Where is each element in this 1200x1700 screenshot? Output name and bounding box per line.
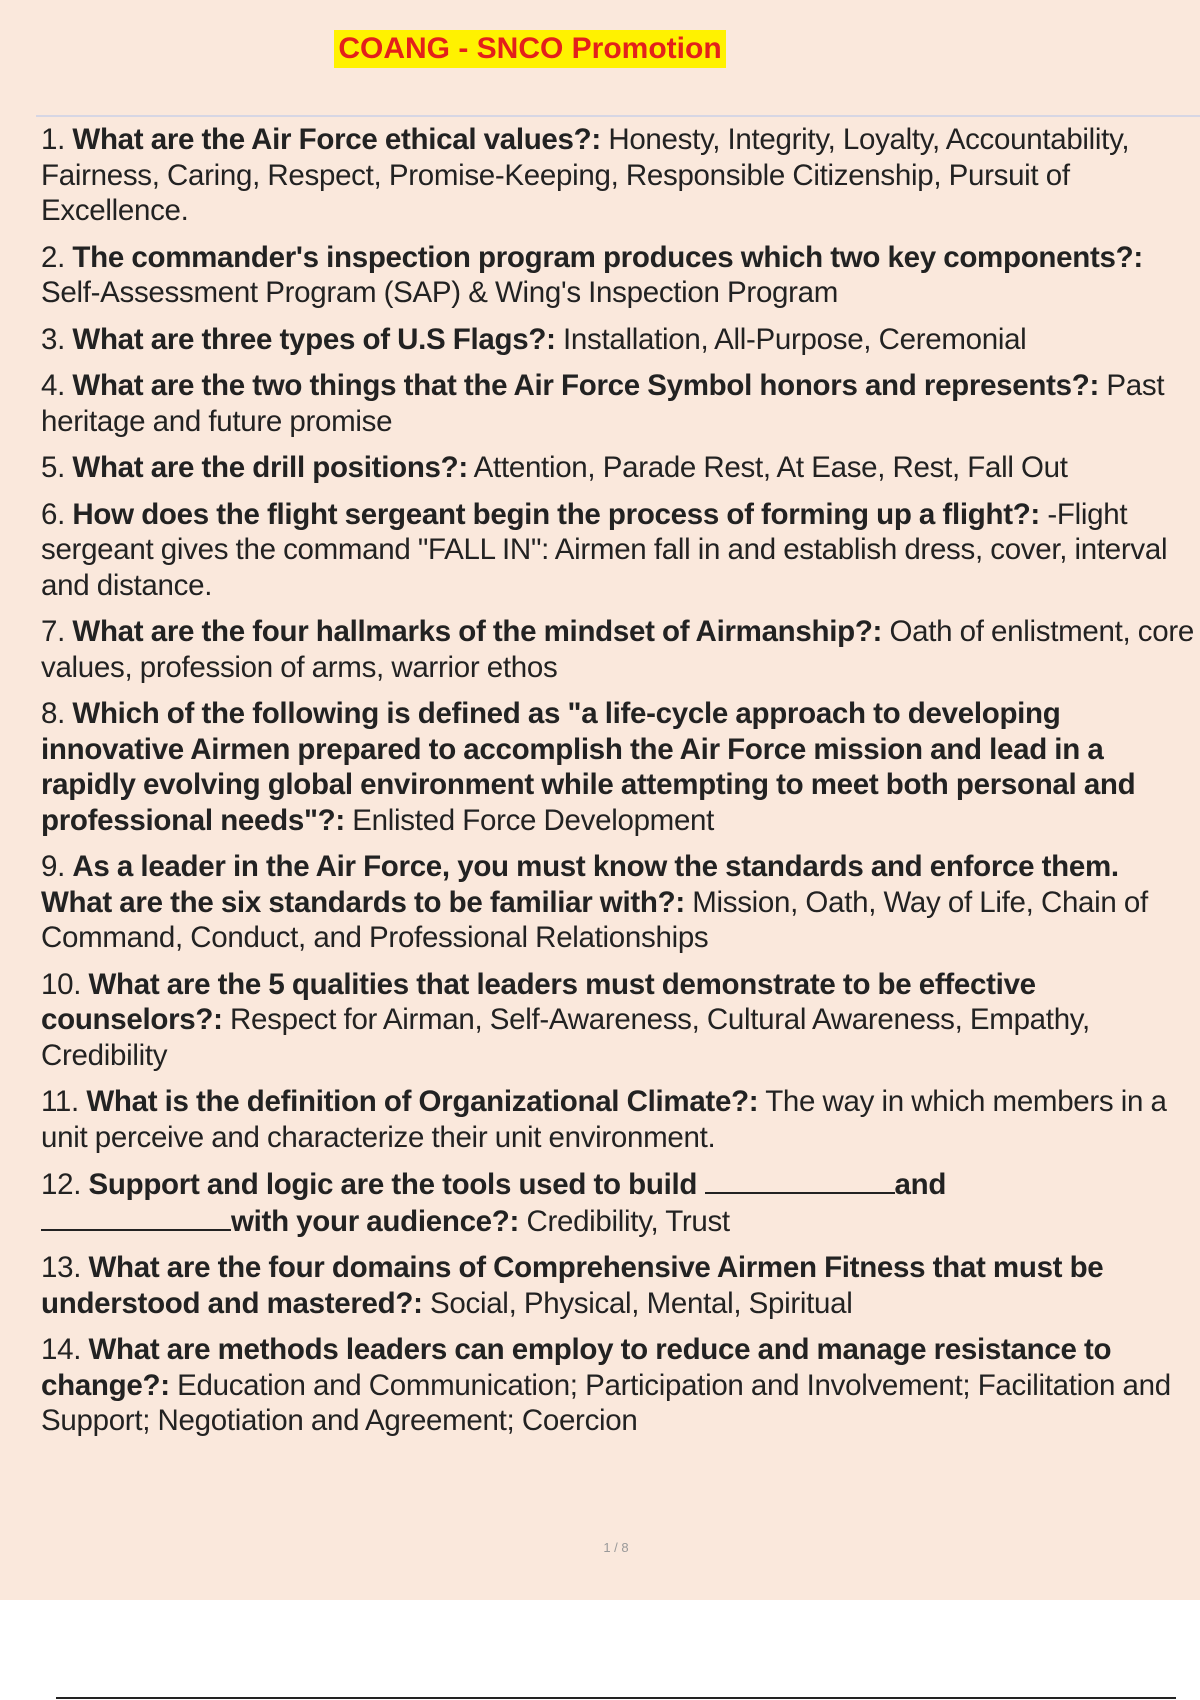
answer: Self-Assessment Program (SAP) & Wing's Inspection Program	[41, 276, 839, 309]
qa-item-1	[41, 122, 1195, 229]
question: What are three types of U.S Flags?:	[72, 322, 556, 356]
qa-item-13	[41, 1250, 1195, 1321]
item-number: 2.	[41, 240, 66, 274]
qa-list	[41, 122, 1195, 1450]
qa-item-7	[41, 614, 1195, 685]
question: What is the definition of Organizational Climate?:	[86, 1085, 759, 1118]
answer: Social, Physical, Mental, Spiritual	[430, 1286, 853, 1320]
qa-item-9	[41, 849, 1195, 956]
qa-item-12	[41, 1166, 1195, 1239]
qa-item-14	[41, 1332, 1195, 1439]
question-part-a: Support and logic are the tools used to build	[88, 1168, 698, 1201]
item-number: 13.	[41, 1251, 82, 1284]
answer: Respect for Airman, Self-Awareness, Cultural Awareness, Empathy, Credibility	[41, 1003, 1090, 1072]
item-number: 7.	[41, 615, 66, 648]
qa-item-3	[41, 322, 1195, 358]
question: As a leader in the Air Force, you must know the standards and enforce them. What are the six standards to be familiar with?:	[41, 850, 1119, 919]
item-number: 5.	[41, 451, 66, 484]
answer: Oath of enlistment, core values, profession of arms, warrior ethos	[41, 615, 1194, 684]
answer: Credibility, Trust	[526, 1204, 730, 1238]
question: What are the four domains of Comprehensive Airmen Fitness that must be understood and mastered?:	[41, 1251, 1104, 1320]
item-number: 9.	[41, 850, 66, 883]
title-area	[0, 30, 1200, 68]
document-title: COANG - SNCO Promotion	[334, 30, 725, 68]
answer: -Flight sergeant gives the command "FALL IN": Airmen fall in and establish dress, cover, interval and distance.	[41, 497, 1168, 602]
item-number: 12.	[41, 1168, 82, 1201]
item-number: 10.	[41, 967, 82, 1001]
question: What are the four hallmarks of the mindset of Airmanship?:	[72, 615, 883, 648]
answer: Honesty, Integrity, Loyalty, Accountability, Fairness, Caring, Respect, Promise-Keeping, Responsible Citizenship, Pursuit of Excellence.	[41, 123, 1130, 227]
qa-item-5	[41, 450, 1195, 486]
item-number: 14.	[41, 1333, 82, 1366]
item-number: 4.	[41, 369, 66, 402]
answer: Enlisted Force Development	[352, 803, 715, 837]
question: The commander's inspection program produces which two key components?:	[72, 240, 1143, 274]
fill-in-blank	[705, 1166, 895, 1194]
answer: Installation, All-Purpose, Ceremonial	[563, 322, 1027, 356]
qa-item-11	[41, 1084, 1195, 1155]
question: What are the 5 qualities that leaders must demonstrate to be effective counselors?:	[41, 967, 1036, 1036]
fill-in-blank	[41, 1203, 231, 1231]
qa-item-2	[41, 240, 1195, 311]
item-number: 3.	[41, 322, 66, 356]
answer: Attention, Parade Rest, At Ease, Rest, Fall Out	[473, 451, 1068, 484]
qa-item-4	[41, 368, 1195, 439]
question: Which of the following is defined as "a life-cycle approach to developing innovative Airmen prepared to accomplish the Air Force mission and lead in a rapidly evolving global environment while attempting to meet both personal and professional needs"?:	[41, 697, 1136, 837]
question: What are the two things that the Air Force Symbol honors and represents?:	[72, 369, 1099, 402]
answer: The way in which members in a unit perceive and characterize their unit environment.	[41, 1085, 1167, 1154]
question: What are the Air Force ethical values?:	[72, 123, 601, 156]
qa-item-10	[41, 967, 1195, 1074]
question: What are methods leaders can employ to reduce and manage resistance to change?:	[41, 1333, 1112, 1402]
item-number: 8.	[41, 697, 66, 730]
item-number: 1.	[41, 123, 66, 156]
question: How does the flight sergeant begin the process of forming up a flight?:	[72, 497, 1040, 531]
answer: Mission, Oath, Way of Life, Chain of Command, Conduct, and Professional Relationships	[41, 885, 1148, 954]
item-number: 6.	[41, 497, 66, 531]
answer: Past heritage and future promise	[41, 369, 1165, 438]
question-part-c: with your audience?:	[231, 1204, 520, 1238]
header-divider	[36, 115, 1200, 117]
footer-divider	[56, 1697, 1176, 1699]
question-part-b: and	[894, 1168, 947, 1201]
qa-item-6	[41, 497, 1195, 604]
question: What are the drill positions?:	[72, 451, 468, 484]
page-indicator: 1 / 8	[603, 1540, 629, 1555]
answer: Education and Communication; Participation and Involvement; Facilitation and Support; Negotiation and Agreement; Coercion	[41, 1368, 1171, 1437]
item-number: 11.	[41, 1085, 79, 1118]
qa-item-8	[41, 696, 1195, 838]
